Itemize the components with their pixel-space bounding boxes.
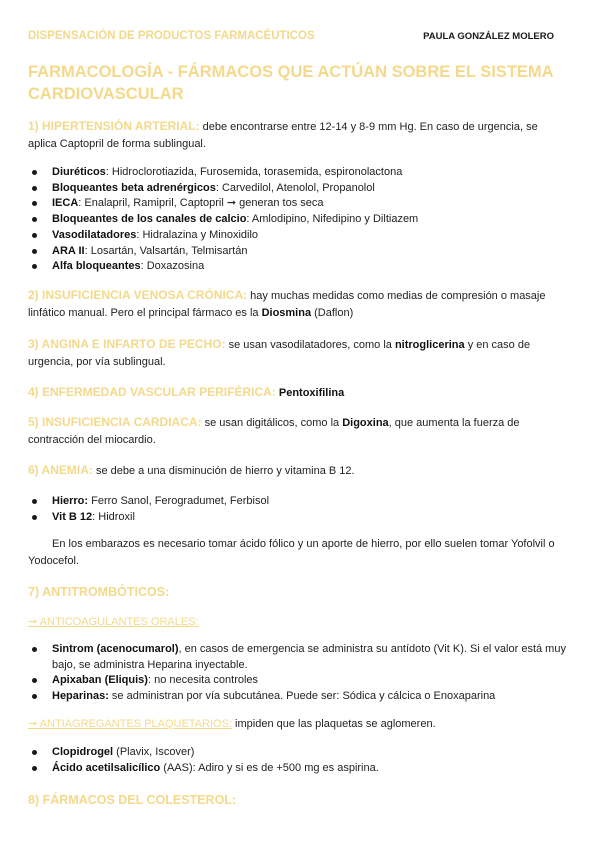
list-item: Bloqueantes beta adrenérgicos: Carvedilol, Atenolol, Propanolol (28, 181, 568, 197)
list-item: Sintrom (acenocumarol), en casos de emergencia se administra su antídoto (Vit K). Si el valor está muy bajo, se administra Heparina inyectable. (28, 642, 568, 673)
section-heading: 4) ENFERMEDAD VASCULAR PERIFÉRICA: (28, 385, 276, 399)
section-heading: 6) ANEMIA: (28, 463, 93, 477)
list-item: Apixaban (Eliquis): no necesita controles (28, 673, 568, 689)
list-item: Clopidrogel (Plavix, Iscover) (28, 745, 568, 761)
page-title: FARMACOLOGÍA - FÁRMACOS QUE ACTÚAN SOBRE EL SISTEMA CARDIOVASCULAR (28, 63, 553, 103)
list-item: Diuréticos: Hidroclorotiazida, Furosemida, torasemida, espironolactona (28, 165, 568, 181)
section-heading: 7) ANTITROMBÓTICOS: (28, 585, 170, 599)
subsection-anticoagulants (28, 614, 568, 631)
list-item: Bloqueantes de los canales de calcio: Amlodipino, Nifedipino y Diltiazem (28, 212, 568, 228)
section-angina: 3) ANGINA E INFARTO DE PECHO: se usan vasodilatadores, como la nitroglicerina y en caso de urgencia, por vía sublingual. (28, 337, 531, 368)
section-heading: 5) INSUFICIENCIA CARDIACA: (28, 415, 202, 429)
list-item: IECA: Enalapril, Ramipril, Captopril ➞ generan tos seca (28, 196, 568, 212)
section-heading: 2) INSUFICIENCIA VENOSA CRÓNICA: (28, 288, 248, 302)
section-text: debe encontrarse entre 12-14 y 8-9 mm Hg. En caso de urgencia, se aplica Captopril de forma sublingual. (28, 121, 538, 150)
section-heading: 3) ANGINA E INFARTO DE PECHO: (28, 337, 226, 351)
list-item: Heparinas: se administran por vía subcutánea. Puede ser: Sódica y cálcica o Enoxaparina (28, 689, 568, 705)
list-item: Ácido acetilsalicílico (AAS): Adiro y si es de +500 mg es aspirina. (28, 761, 568, 777)
subsection-heading: ➞ ANTIAGREGANTES PLAQUETARIOS: (28, 718, 232, 730)
hypertension-list (28, 165, 568, 275)
section-venous: 2) INSUFICIENCIA VENOSA CRÓNICA: hay muchas medidas como medias de compresión o masaje linfático manual. Pero el principal fármaco es la Diosmina (Daflon) (28, 288, 546, 319)
header-author: PAULA GONZÁLEZ MOLERO (423, 31, 554, 42)
section-antithrombotics (28, 584, 568, 602)
anticoagulants-list (28, 642, 568, 705)
section-heading: 8) FÁRMACOS DEL COLESTEROL: (28, 793, 237, 807)
section-cardiac: 5) INSUFICIENCIA CARDIACA: se usan digitálicos, como la Digoxina, que aumenta la fuerza de contracción del miocardio. (28, 415, 520, 446)
section-anemia: 6) ANEMIA: se debe a una disminución de hierro y vitamina B 12. (28, 463, 355, 477)
section-cholesterol (28, 792, 568, 810)
list-item: Vasodilatadores: Hidralazina y Minoxidilo (28, 228, 568, 244)
anemia-list (28, 494, 568, 525)
section-heading: 1) HIPERTENSIÓN ARTERIAL: (28, 119, 200, 133)
subsection-heading: ➞ ANTICOAGULANTES ORALES: (28, 616, 199, 628)
anemia-note: En los embarazos es necesario tomar ácido fólico y un aporte de hierro, por ello suelen tomar Yofolvil o Yodocefol. (28, 538, 555, 567)
list-item: Vit B 12: Hidroxil (28, 510, 568, 526)
list-item: Hierro: Ferro Sanol, Ferogradumet, Ferbisol (28, 494, 568, 510)
antiplatelets-list (28, 745, 568, 776)
subsection-antiplatelets: ➞ ANTIAGREGANTES PLAQUETARIOS: impiden que las plaquetas se aglomeren. (28, 718, 436, 730)
section-hypertension (28, 118, 568, 153)
list-item: ARA II: Losartán, Valsartán, Telmisartán (28, 244, 568, 260)
header-course: DISPENSACIÓN DE PRODUCTOS FARMACÉUTICOS (28, 30, 315, 42)
list-item: Alfa bloqueantes: Doxazosina (28, 259, 568, 275)
section-peripheral: 4) ENFERMEDAD VASCULAR PERIFÉRICA: Pentoxifilina (28, 385, 345, 399)
